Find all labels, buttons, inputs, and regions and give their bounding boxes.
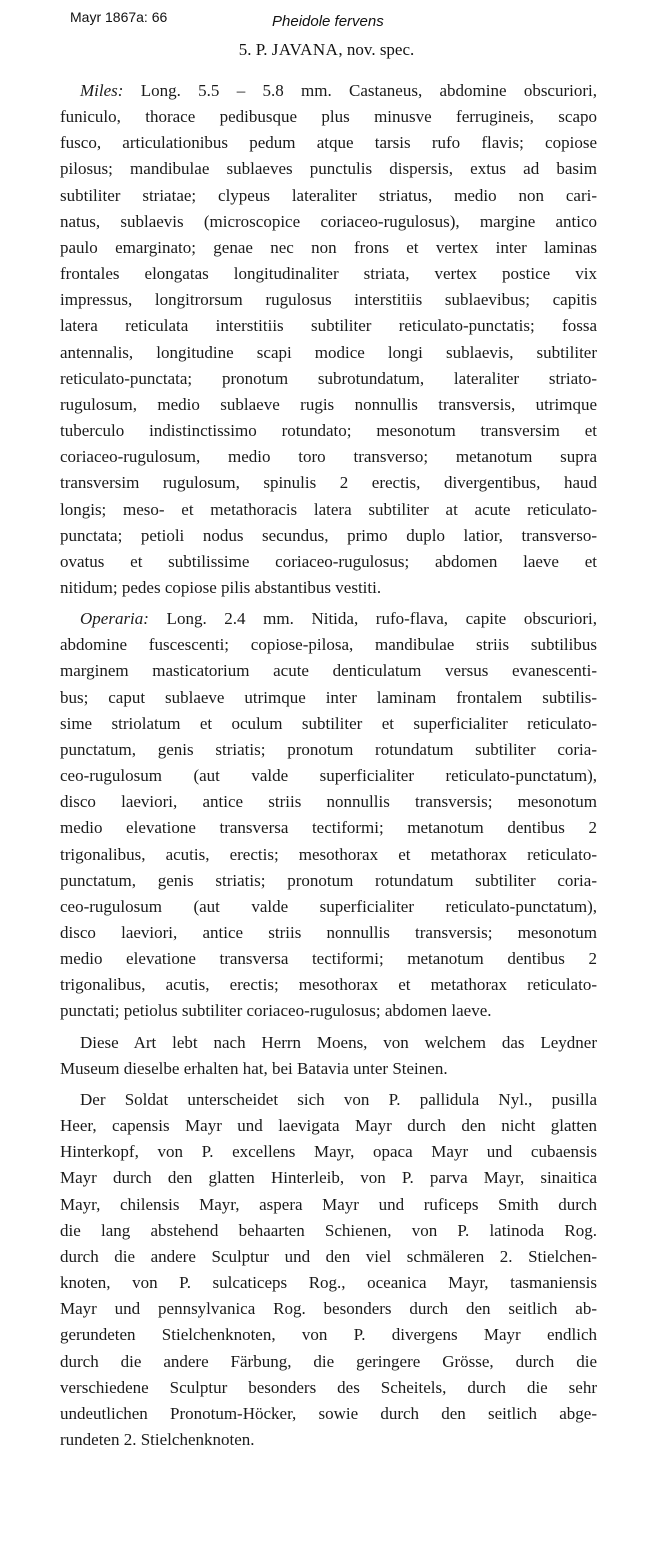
line-text: abdomine fuscescenti; copiose-pilosa, mandibulae striis subtilibus [60,635,597,655]
line-text: reticulato-punctata; pronotum subrotundatum, lateraliter striato- [60,368,597,388]
text-line [60,868,597,894]
text-line [60,685,597,711]
text-line [60,209,597,235]
line-text: transversim rugulosum, spinulis 2 erectis, divergentibus, haud [60,473,597,493]
line-text: knoten, von P. sulcaticeps Rog., oceanica Mayr, tasmaniensis [60,1273,597,1293]
text-line [60,815,597,841]
line-text: rundeten 2. Stielchenknoten. [60,1429,255,1449]
text-line [60,998,597,1024]
text-line [60,1139,597,1165]
text-line [60,392,597,418]
line-text: ceo-rugulosum (aut valde superficialiter reticulato-punctatum), [60,896,597,916]
text-line [60,894,597,920]
line-text: disco laeviori, antice striis nonnullis transversis; mesonotum [60,923,597,942]
text-line [60,1165,597,1191]
text-line [60,1218,597,1244]
text-line [60,1322,597,1348]
title-genus: P. [255,40,268,59]
line-text: impressus, longitrorsum rugulosus interstitiis sublaevibus; capitis [60,290,597,310]
text-line [80,1030,597,1056]
text-line [60,183,597,209]
section-number: 5. [238,40,252,59]
line-text: undeutlichen Pronotum-Höcker, sowie durch den seitlich abge- [60,1403,597,1423]
line-text: die lang abstehend behaarten Schienen, von P. latinoda Rog. [60,1220,597,1240]
line-text: Mayr und pennsylvanica Rog. besonders durch den seitlich ab- [60,1299,597,1319]
line-text: marginem masticatorium acute denticulatum versus evanescenti- [60,661,597,681]
text-line [60,789,597,815]
text-line [60,340,597,366]
line-text: sime striolatum et oculum subtiliter et superficialiter reticulato- [60,713,597,733]
species-header: Pheidole fervens [272,13,384,30]
text-line [60,1270,597,1296]
text-line [60,1113,597,1139]
text-line [60,156,597,182]
text-line [60,763,597,789]
line-text: Museum dieselbe erhalten hat, bei Batavia unter Steinen. [60,1058,448,1078]
line-text: ceo-rugulosum (aut valde superficialiter reticulato-punctatum), [60,766,597,786]
text-line [80,1087,597,1113]
section-title [0,40,653,60]
line-text: durch die andere Sculptur und den viel schmäleren 2. Stielchen- [60,1246,597,1266]
text-line [60,575,597,601]
line-text: Mayr, chilensis Mayr, aspera Mayr und ruficeps Smith durch [60,1194,597,1214]
line-text: punctati; petiolus subtiliter coriaceo-rugulosus; abdomen laeve. [60,1001,492,1021]
text-line [60,711,597,737]
text-line [60,632,597,658]
text-line [60,658,597,684]
paragraph [60,606,597,1025]
line-text: rugulosum, medio sublaeve rugis nonnullis transversis, utrimque [60,394,597,414]
line-text: verschiedene Sculptur besonders des Scheitels, durch die sehr [60,1377,597,1397]
text-line [60,549,597,575]
text-line [60,1349,597,1375]
paragraph [60,78,597,601]
line-text: paulo emarginato; genae nec non frons et vertex inter laminas [60,237,597,257]
line-text: latera reticulata interstitiis subtiliter reticulato-punctatis; fossa [60,316,597,336]
text-line [60,1375,597,1401]
text-line [60,1296,597,1322]
line-text: coriaceo-rugulosum, medio toro transverso; metanotum supra [60,447,597,467]
line-text: ovatus et subtilissime coriaceo-rugulosus; abdomen laeve et [60,551,597,571]
text-line [60,1192,597,1218]
line-text: funiculo, thorace pedibusque plus minusve ferrugineis, scapo [60,107,597,127]
line-text: durch die andere Färbung, die geringere Grösse, durch die [60,1351,597,1371]
line-text: Hinterkopf, von P. excellens Mayr, opaca Mayr und cubaensis [60,1142,597,1162]
text-line [60,287,597,313]
document-body [60,78,597,1453]
text-line [60,104,597,130]
text-line [60,523,597,549]
line-text: longis; meso- et metathoracis latera subtiliter at acute reticulato- [60,499,597,519]
line-text: gerundeten Stielchenknoten, von P. divergens Mayr endlich [60,1325,597,1345]
paragraph-label: Operaria: [80,609,149,629]
line-text: antennalis, longitudine scapi modice longi sublaevis, subtiliter [60,342,597,362]
line-text: Diese Art lebt nach Herrn Moens, von welchem das Leydner [80,1032,597,1052]
text-line [60,1401,597,1427]
line-text: Heer, capensis Mayr und laevigata Mayr durch den nicht glatten [60,1116,597,1136]
line-text: medio elevatione transversa tectiformi; metanotum dentibus 2 [60,949,597,969]
line-text: nitidum; pedes copiose pilis abstantibus vestiti. [60,577,382,597]
text-line [80,78,597,104]
title-species: JAVANA [271,40,339,59]
paragraph-label: Miles: [80,81,124,100]
text-line [60,737,597,763]
text-line [60,497,597,523]
line-text: punctata; petioli nodus secundus, primo duplo latior, transverso- [60,525,597,545]
text-line [60,1056,597,1082]
line-text: natus, sublaevis (microscopice coriaceo-rugulosus), margine antico [60,211,597,231]
text-line [60,444,597,470]
text-line [60,842,597,868]
text-line [60,920,597,946]
title-rest: , nov. spec. [338,40,415,59]
text-line [60,261,597,287]
line-text: punctatum, genis striatis; pronotum rotundatum subtiliter coria- [60,739,597,759]
line-text: pilosus; mandibulae sublaeves punctulis dispersis, extus ad basim [60,159,597,179]
line-text: subtiliter striatae; clypeus lateraliter striatus, medio non cari- [60,185,597,205]
text-line [60,366,597,392]
text-line [60,470,597,496]
paragraph [60,1030,597,1082]
line-text: disco laeviori, antice striis nonnullis transversis; mesonotum [60,792,597,812]
text-line [60,235,597,261]
line-text: bus; caput sublaeve utrimque inter laminam frontalem subtilis- [60,687,597,707]
citation-header: Mayr 1867a: 66 [70,9,168,25]
text-line [60,946,597,972]
paragraph [60,1087,597,1453]
line-text: Long. 2.4 mm. Nitida, rufo-flava, capite obscuriori, [148,609,597,629]
line-text: medio elevatione transversa tectiformi; metanotum dentibus 2 [60,818,597,838]
line-text: punctatum, genis striatis; pronotum rotundatum subtiliter coria- [60,870,597,890]
text-line [80,606,597,632]
line-text: tuberculo indistinctissimo rotundato; mesonotum transversim et [60,421,597,441]
text-line [60,130,597,156]
line-text: Mayr durch den glatten Hinterleib, von P. parva Mayr, sinaitica [60,1168,597,1188]
line-text: Der Soldat unterscheidet sich von P. pallidula Nyl., pusilla [80,1089,597,1109]
text-line [60,313,597,339]
text-line [60,1244,597,1270]
text-line [60,1427,597,1453]
text-line [60,418,597,444]
line-text: Long. 5.5 – 5.8 mm. Castaneus, abdomine obscuriori, [123,81,597,100]
line-text: trigonalibus, acutis, erectis; mesothorax et metathorax reticulato- [60,975,597,995]
line-text: frontales elongatas longitudinaliter striata, vertex postice vix [60,264,597,284]
text-line [60,972,597,998]
line-text: fusco, articulationibus pedum atque tarsis rufo flavis; copiose [60,133,597,153]
line-text: trigonalibus, acutis, erectis; mesothorax et metathorax reticulato- [60,844,597,864]
